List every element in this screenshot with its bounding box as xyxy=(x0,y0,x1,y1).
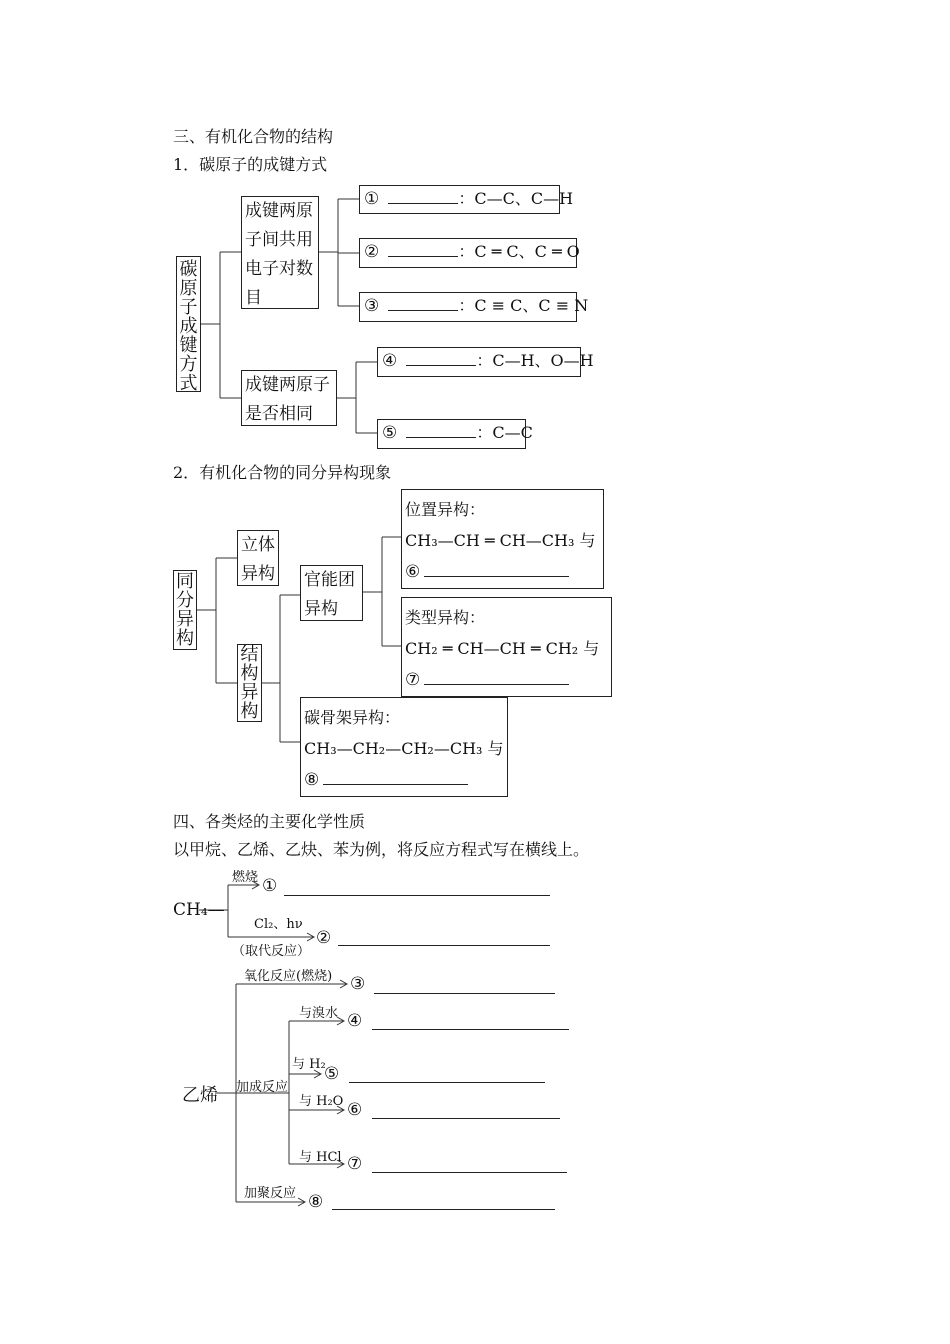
section4-intro: 以甲烷、乙烯、乙炔、苯为例，将反应方程式写在横线上。 xyxy=(173,840,590,859)
isomer-root-label: 同分异构 xyxy=(176,571,194,649)
isomer-position-num: ⑥ xyxy=(405,562,421,582)
bonding-root-label: 碳原子成键方式 xyxy=(179,259,198,394)
isomer-skeleton-formula: CH₃—CH₂—CH₂—CH₃ 与 xyxy=(304,739,504,758)
bonding-item-3-text: ：C ≡ C、C ≡ N xyxy=(458,296,589,315)
methane-label: CH₄— xyxy=(173,900,225,920)
isomer-skeleton-box xyxy=(300,697,508,797)
ethylene-r6-blank[interactable] xyxy=(372,1104,560,1119)
bonding-item-4-num: ④ xyxy=(382,351,398,371)
isomer-skeleton-title: 碳骨架异构： xyxy=(304,708,401,727)
ethylene-r3-num: ③ xyxy=(350,974,366,994)
bonding-item-5-text: ：C—C xyxy=(476,423,533,442)
isomer-type-blank[interactable] xyxy=(424,670,569,685)
bonding-item-3 xyxy=(359,292,589,322)
section3-title: 三、有机化合物的结构 xyxy=(173,127,334,146)
isomer-position-box xyxy=(401,489,604,589)
isomer-type-box xyxy=(401,597,612,697)
ethylene-r7-num: ⑦ xyxy=(347,1154,363,1174)
bonding-item-1-blank[interactable] xyxy=(388,189,458,204)
isomer-type-num: ⑦ xyxy=(405,670,421,690)
methane-r1-condition: 燃烧 xyxy=(232,870,259,885)
ethylene-label: 乙烯 xyxy=(182,1085,218,1106)
bonding-branch1-box xyxy=(241,196,319,309)
ethylene-bromine-label: 与溴水 xyxy=(299,1006,339,1021)
isomer-skeleton-blank[interactable] xyxy=(323,770,468,785)
methane-r2-blank[interactable] xyxy=(338,931,550,946)
bonding-item-1-num: ① xyxy=(364,189,380,209)
ethylene-h2o-label: 与 H₂O xyxy=(299,1094,344,1109)
ethylene-r8-num: ⑧ xyxy=(308,1192,324,1212)
bonding-item-5 xyxy=(377,419,533,449)
bonding-item-4-blank[interactable] xyxy=(406,351,476,366)
bonding-item-1-text: ：C—C、C—H xyxy=(458,189,574,208)
methane-r2-num: ② xyxy=(316,928,332,948)
isomer-root-box xyxy=(173,570,197,650)
bonding-item-1 xyxy=(359,185,574,214)
bonding-item-2 xyxy=(359,238,580,268)
bonding-item-5-num: ⑤ xyxy=(382,423,398,443)
bonding-item-2-blank[interactable] xyxy=(388,242,458,257)
isomer-position-blank[interactable] xyxy=(424,562,569,577)
bonding-item-4 xyxy=(377,347,594,377)
ethylene-addition-label: 加成反应 xyxy=(236,1080,289,1095)
ethylene-r4-num: ④ xyxy=(347,1011,363,1031)
isomer-type-formula: CH₂ ═ CH—CH ═ CH₂ 与 xyxy=(405,639,600,658)
isomer-stereo-box xyxy=(237,530,279,586)
bonding-item-3-num: ③ xyxy=(364,296,380,316)
ethylene-oxidation-label: 氧化反应(燃烧) xyxy=(244,969,333,984)
bonding-item-2-num: ② xyxy=(364,242,380,262)
methane-r2-note: （取代反应） xyxy=(232,944,311,959)
ethylene-r8-blank[interactable] xyxy=(332,1195,555,1210)
isomer-structural-box xyxy=(237,644,262,722)
methane-r1-blank[interactable] xyxy=(284,881,550,896)
bonding-root-box xyxy=(176,256,201,392)
isomer-skeleton-num: ⑧ xyxy=(304,770,320,790)
isomer-position-title: 位置异构： xyxy=(405,500,486,519)
section4-title: 四、各类烃的主要化学性质 xyxy=(173,812,366,831)
ethylene-r3-blank[interactable] xyxy=(374,979,555,994)
isomer-functional-label: 官能团异构 xyxy=(304,570,355,619)
section3-sub1: 1．碳原子的成键方式 xyxy=(173,155,328,174)
isomer-structural-label: 结构异构 xyxy=(240,644,259,722)
ethylene-h2-label: 与 H₂ xyxy=(292,1057,326,1072)
methane-r1-num: ① xyxy=(262,876,278,896)
section3-sub2: 2．有机化合物的同分异构现象 xyxy=(173,463,392,482)
ethylene-r5-num: ⑤ xyxy=(324,1064,340,1084)
methane-r2-condition: Cl₂、hν xyxy=(254,917,303,932)
ethylene-hcl-label: 与 HCl xyxy=(299,1150,342,1165)
bonding-item-5-blank[interactable] xyxy=(406,423,476,438)
bonding-item-4-text: ：C—H、O—H xyxy=(476,351,594,370)
isomer-functional-box xyxy=(300,565,363,621)
ethylene-polymer-label: 加聚反应 xyxy=(244,1186,297,1201)
ethylene-r4-blank[interactable] xyxy=(372,1015,569,1030)
isomer-position-formula: CH₃—CH ═ CH—CH₃ 与 xyxy=(405,531,596,550)
bonding-branch2-box xyxy=(241,370,337,426)
bonding-branch1-label: 成键两原子间共用电子对数目 xyxy=(245,201,313,308)
isomer-type-title: 类型异构： xyxy=(405,608,486,627)
bonding-branch2-label: 成键两原子是否相同 xyxy=(245,375,330,424)
bonding-item-2-text: ：C ═ C、C ═ O xyxy=(458,242,580,261)
ethylene-r5-blank[interactable] xyxy=(349,1068,545,1083)
bonding-item-3-blank[interactable] xyxy=(388,296,458,311)
isomer-stereo-label: 立体异构 xyxy=(241,535,275,584)
ethylene-r7-blank[interactable] xyxy=(372,1158,567,1173)
ethylene-r6-num: ⑥ xyxy=(347,1100,363,1120)
